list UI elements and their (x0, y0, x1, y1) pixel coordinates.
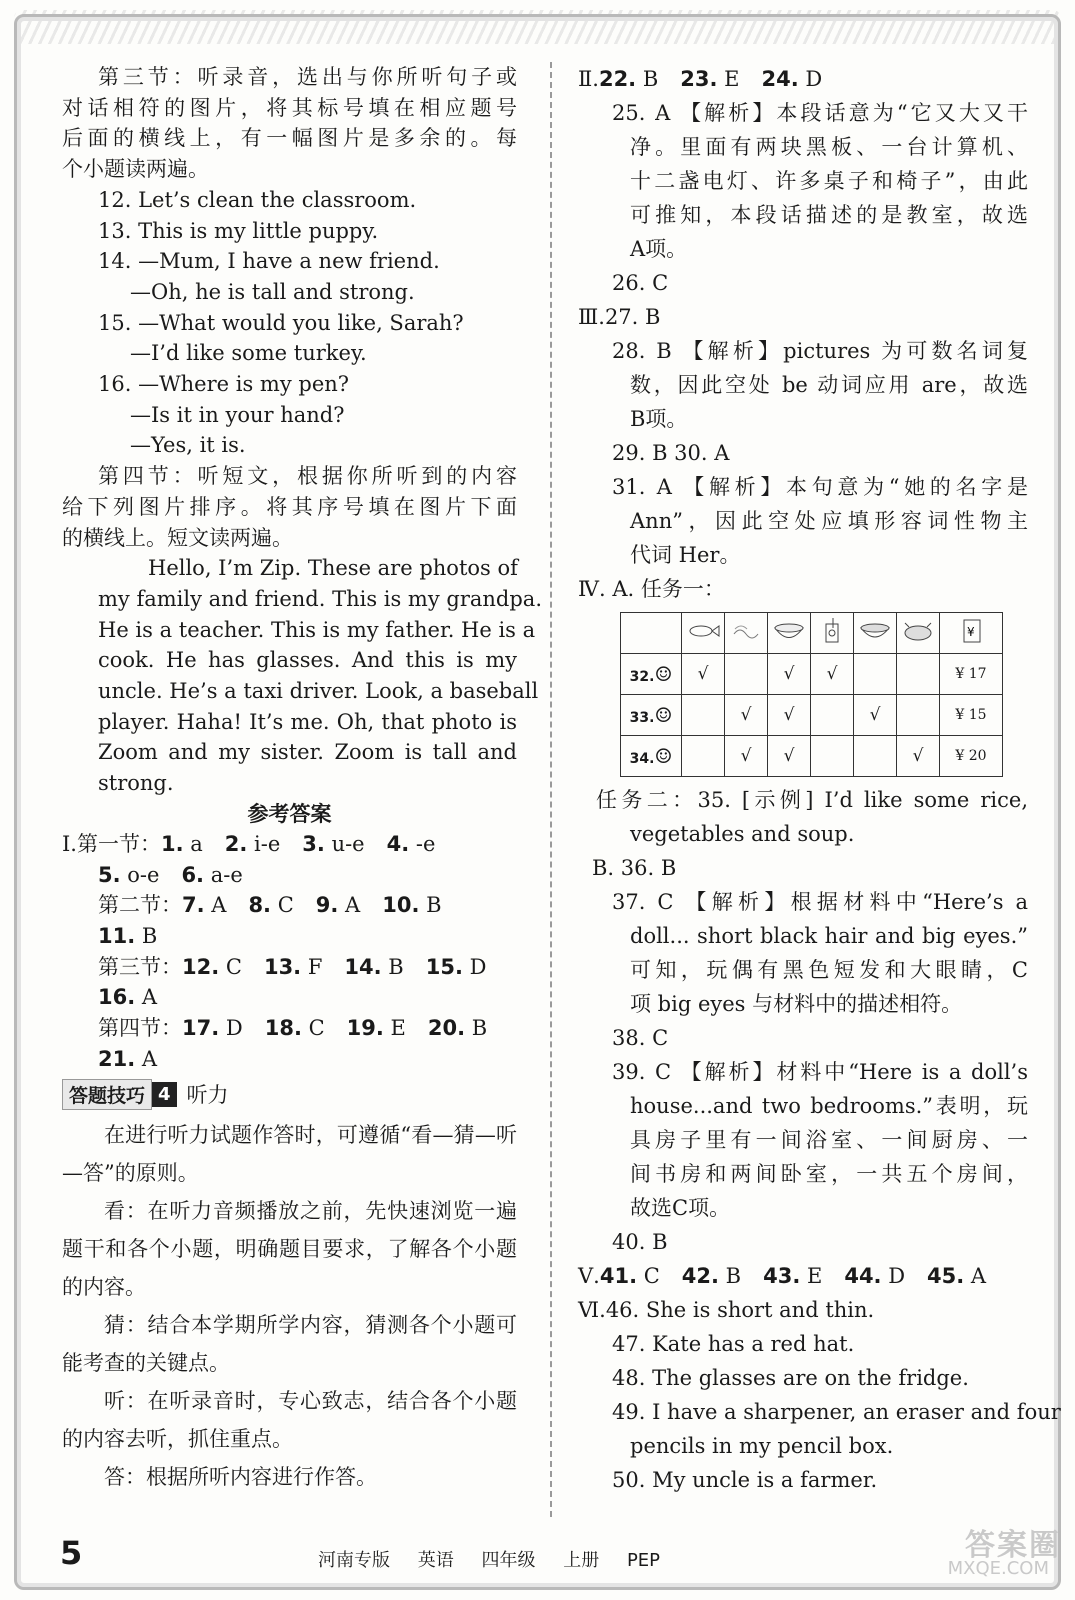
answer-line: pencils in my pencil box. (630, 1434, 894, 1458)
answer-group (62, 921, 517, 952)
answer-number: 20. (427, 1016, 466, 1041)
answer-group (182, 1016, 509, 1040)
answer-item (426, 955, 487, 979)
answer-item (428, 1016, 487, 1040)
check-cell (897, 695, 940, 736)
answer-value: A (964, 1264, 987, 1288)
subject: 英语 (417, 1550, 454, 1571)
answer-value: A (204, 893, 227, 918)
watermark-logo: 答案圈 (965, 1528, 1061, 1563)
answer-number: 44. (844, 1264, 882, 1288)
answer-number: 1. (160, 831, 184, 856)
answer-line: Ann”，因此空处应填形容词性物主 (630, 509, 1028, 533)
answer-line: house...and two bedrooms.”表明，玩 (630, 1094, 1028, 1118)
passage-line: uncle. He’s a taxi driver. Look, a baseball (98, 679, 539, 704)
check-cell (682, 736, 725, 777)
chicken-icon (897, 613, 940, 654)
answer-line: 49. I have a sharpener, an eraser and four (612, 1400, 1061, 1424)
answers-heading: 参考答案 (247, 801, 332, 826)
answers-sec-vi (578, 1293, 1028, 1327)
answer-value: D (462, 954, 487, 979)
book-info (318, 1546, 682, 1572)
answer-number: 45. (927, 1264, 965, 1288)
row-number: 32. (629, 669, 655, 685)
script-line: —Oh, he is tall and strong. (130, 279, 415, 304)
tip-paragraph: 答：根据所听内容进行作答。 (104, 1464, 377, 1489)
answer-number: 8. (248, 893, 272, 918)
answer-line: 故选C项。 (630, 1196, 731, 1220)
child-face-icon: ☺ (654, 662, 673, 686)
sec4-line: 第四节：听短文，根据你所听到的内容 (98, 464, 517, 489)
answer-number: 43. (763, 1264, 801, 1288)
script-line: 15. —What would you like, Sarah? (98, 310, 464, 335)
rice-bowl-icon (768, 613, 811, 654)
check-cell: √ (854, 695, 897, 736)
answer-item (182, 893, 226, 917)
answer-value: B (135, 923, 158, 948)
section-label: 第一节： (76, 831, 161, 856)
answer-29-30: 29. B 30. A (612, 441, 730, 465)
answer-value: C (219, 954, 242, 979)
answer-number: 16. (98, 985, 136, 1010)
answer-line: B项。 (630, 407, 688, 431)
sec3-line: 后面的横线上，有一幅图片是多余的。每 (62, 126, 517, 151)
answer-number: 42. (681, 1264, 719, 1288)
answer-item (316, 893, 360, 917)
tip-header (62, 1079, 517, 1110)
answer-number: 9. (315, 893, 339, 918)
price-cell: ¥ 20 (940, 736, 1003, 777)
answer-line: doll... short black hair and big eyes.” (630, 924, 1028, 948)
answer-number: 19. (346, 1016, 384, 1041)
money-icon (940, 613, 1003, 654)
roman-numeral: Ⅵ. (578, 1298, 606, 1322)
answer-value: E (383, 1016, 406, 1041)
answer-item (680, 67, 739, 91)
answer-value: E (800, 1264, 823, 1288)
answer-number: 11. (98, 923, 136, 948)
answer-item (387, 832, 436, 856)
answer-number: 14. (344, 954, 382, 979)
answer-group (62, 860, 517, 891)
answer-line: 间书房和两间卧室，一共五个房间， (630, 1162, 1028, 1186)
answer-39 (578, 1055, 1028, 1225)
page-footer (60, 1534, 1020, 1580)
answer-item (382, 893, 441, 917)
answer-value: u-e (324, 831, 365, 856)
answer-25 (578, 96, 1028, 266)
check-cell: √ (725, 736, 768, 777)
noodles-icon (725, 613, 768, 654)
page-number: 5 (60, 1534, 83, 1572)
svg-text:¥: ¥ (967, 625, 975, 639)
answer-line: 具房子里有一间浴室、一间厨房、一 (630, 1128, 1028, 1152)
answer-number: 2. (224, 831, 248, 856)
check-cell (682, 695, 725, 736)
soup-bowl-icon (854, 613, 897, 654)
answer-line: 净。里面有两块黑板、一台计算机、 (630, 135, 1028, 159)
answer-item (761, 67, 822, 91)
sec4-line: 给下列图片排序。将其序号填在图片下面 (62, 494, 517, 519)
check-cell (854, 654, 897, 695)
check-cell: √ (725, 695, 768, 736)
section-label: 第四节： (98, 1016, 182, 1041)
passage-line: Zoom and my sister. Zoom is tall and (98, 740, 517, 765)
grade: 四年级 (481, 1550, 536, 1571)
answer-item (225, 832, 281, 856)
answer-number: 18. (264, 1016, 302, 1041)
tip-paragraph: 看：在听力音频播放之前，先快速浏览一遍题干和各个小题，明确题目要求，了解各个小题的内容。 (62, 1198, 517, 1299)
drink-glass-icon (811, 613, 854, 654)
column-divider (550, 62, 552, 1517)
answer-group (161, 832, 457, 856)
answer-item (161, 832, 203, 856)
answer-value: A (338, 893, 361, 918)
roman-numeral: Ⅴ. (578, 1264, 600, 1288)
answer-item (600, 1264, 660, 1288)
sec3-line: 第三节：听录音，选出与你所听句子或 (98, 65, 517, 89)
answer-40: 40. B (612, 1230, 668, 1254)
answer-item (98, 924, 157, 948)
answer-group (62, 1044, 517, 1075)
answer-28 (578, 334, 1028, 436)
answer-group (600, 1264, 1008, 1288)
answer-38: 38. C (612, 1026, 669, 1050)
tip-paragraph: 猜：结合本学期所学内容，猜测各个小题可能考查的关键点。 (62, 1312, 517, 1375)
answer-number: 41. (599, 1264, 638, 1288)
answer-value: B (636, 67, 659, 91)
answer-item (98, 1047, 157, 1071)
fish-icon (682, 613, 725, 654)
sec3-line: 对话相符的图片，将其标号填在相应题号 (62, 95, 517, 120)
answer-line: 39. C 【解析】材料中“Here is a doll’s (612, 1060, 1028, 1084)
passage-line: Hello, I’m Zip. These are photos of (148, 556, 518, 581)
answer-31 (578, 470, 1028, 572)
answer-value: B (719, 1264, 742, 1288)
tip-number: 4 (152, 1082, 177, 1107)
answers-sec-iii (578, 300, 1028, 334)
answer-line: 代词 Her。 (630, 543, 741, 567)
sec3-line: 个小题读两遍。 (62, 157, 209, 182)
script-line: —Is it in your hand? (130, 402, 345, 427)
check-cell (725, 654, 768, 695)
answer-item (182, 1016, 243, 1040)
task-body (621, 654, 1003, 777)
answer-value: E (717, 67, 740, 91)
answer-item (265, 1016, 325, 1040)
answer-line: 可推知，本段话描述的是教室，故选 (630, 203, 1028, 227)
section-label: 第二节： (98, 893, 182, 918)
row-label (621, 654, 682, 695)
answer-number: 15. (425, 954, 463, 979)
answer-item (347, 1016, 406, 1040)
passage-line: He is a teacher. This is my father. He is a (98, 617, 536, 642)
check-cell: √ (897, 736, 940, 777)
child-face-icon: ☺ (654, 703, 673, 727)
answer-value: B (381, 954, 404, 979)
answer-item (181, 863, 242, 887)
passage-line: strong. (98, 771, 174, 796)
answer-value: B (419, 893, 442, 918)
script-line: 14. —Mum, I have a new friend. (98, 249, 440, 274)
answer-value: B (465, 1016, 488, 1041)
roman-numeral: Ⅱ. (578, 67, 599, 91)
table-header-row (621, 613, 1003, 654)
answer-line: 任务二：35. [示例] I’d like some rice, (596, 788, 1028, 812)
answers-sec-iv: Ⅳ. A. 任务一： (578, 577, 725, 601)
answer-number: 4. (386, 831, 410, 856)
answer-group (599, 67, 844, 91)
table-corner (621, 613, 682, 654)
answer-group (182, 893, 464, 917)
task-table (620, 612, 1003, 777)
price-cell: ¥ 17 (940, 654, 1003, 695)
answer-item (599, 67, 658, 91)
answer-number: 6. (181, 862, 205, 887)
answer-value: a (183, 831, 203, 856)
answers-sec4 (62, 1013, 517, 1044)
tip-paragraph: 听：在听录音时，专心致志，结合各个小题的内容去听，抓住重点。 (62, 1388, 517, 1451)
check-cell: √ (768, 736, 811, 777)
answer-item (927, 1264, 986, 1288)
check-cell: √ (811, 654, 854, 695)
answer-value: A (135, 1046, 158, 1071)
answer-item (182, 955, 242, 979)
check-cell (811, 695, 854, 736)
table-row (621, 736, 1003, 777)
answer-value: D (219, 1016, 243, 1041)
row-number: 34. (629, 751, 655, 767)
script-line: —I’d like some turkey. (130, 341, 367, 366)
answer-number: 24. (761, 67, 799, 91)
answer-item (98, 985, 157, 1009)
answer-number: 3. (302, 831, 325, 856)
answer-item (844, 1264, 905, 1288)
answers-sec-ii (578, 62, 1028, 96)
answer-number: 10. (382, 893, 420, 918)
sec4-line: 的横线上。短文读两遍。 (62, 525, 293, 550)
passage (62, 553, 542, 799)
script-line: —Yes, it is. (130, 433, 246, 458)
answer-item (264, 955, 322, 979)
answer-number: 12. (182, 954, 220, 979)
answer-49 (578, 1395, 1061, 1463)
answer-value: A (135, 985, 158, 1010)
answer-46: 46. She is short and thin. (605, 1298, 875, 1322)
answer-number: 17. (182, 1016, 220, 1041)
edition: 河南专版 (318, 1550, 390, 1571)
watermark-url: MXQE.COM (947, 1558, 1049, 1579)
task-two (578, 783, 1028, 851)
passage-line: my family and friend. This is my grandpa. (98, 586, 542, 611)
answers-sec1 (62, 829, 517, 860)
section-label: 第三节： (98, 954, 182, 979)
script-line: 13. This is my little puppy. (98, 218, 379, 243)
answer-item (344, 955, 403, 979)
roman-numeral: Ⅰ. (62, 831, 77, 856)
answer-number: 22. (598, 67, 637, 91)
check-cell (811, 736, 854, 777)
answer-value: D (881, 1264, 906, 1288)
answer-36: B. 36. B (592, 856, 677, 880)
answer-number: 5. (98, 862, 121, 887)
check-cell (897, 654, 940, 695)
script-line: 12. Let’s clean the classroom. (98, 187, 417, 212)
answer-item (98, 863, 159, 887)
roman-numeral: Ⅲ. (578, 305, 605, 329)
answer-number: 7. (182, 893, 205, 918)
answer-value: i-e (247, 831, 281, 856)
answer-value: C (637, 1264, 660, 1288)
script-line: 16. —Where is my pen? (98, 372, 350, 397)
answer-line: 28. B 【解析】pictures 为可数名词复 (612, 339, 1028, 363)
check-cell: √ (768, 654, 811, 695)
tip-paragraph: 在进行听力试题作答时，可遵循“看—猜—听—答”的原则。 (62, 1122, 517, 1185)
answer-line: 37. C 【解析】根据材料中“Here’s a (612, 890, 1028, 914)
right-column (578, 62, 1061, 1497)
answer-number: 13. (263, 954, 302, 979)
row-label (621, 736, 682, 777)
answer-value: C (271, 893, 294, 918)
answer-item (248, 893, 293, 917)
tip-body (62, 1116, 517, 1496)
left-column (62, 62, 542, 1496)
tip-title: 听力 (186, 1083, 229, 1107)
answer-line: 项 big eyes 与材料中的描述相符。 (630, 992, 963, 1016)
price-cell: ¥ 15 (940, 695, 1003, 736)
table-row (621, 654, 1003, 695)
answer-number: 21. (98, 1046, 136, 1071)
version: PEP (626, 1550, 661, 1571)
answer-27: 27. B (604, 305, 661, 329)
answer-group (62, 982, 517, 1013)
row-label (621, 695, 682, 736)
answer-group (182, 955, 508, 979)
check-cell: √ (682, 654, 725, 695)
child-face-icon: ☺ (654, 744, 673, 768)
tip-tag: 答题技巧 (62, 1079, 152, 1110)
answer-value: a-e (204, 862, 243, 887)
answer-47: 47. Kate has a red hat. (612, 1332, 855, 1356)
answer-value: -e (409, 831, 436, 856)
row-number: 33. (629, 710, 655, 726)
answer-48: 48. The glasses are on the fridge. (612, 1366, 969, 1390)
check-cell (854, 736, 897, 777)
answer-26: 26. C (612, 271, 669, 295)
listening-script (62, 185, 517, 461)
table-row (621, 695, 1003, 736)
answer-value: o-e (120, 862, 160, 887)
answer-number: 23. (680, 67, 718, 91)
answer-value: F (301, 954, 323, 979)
answer-item (302, 832, 364, 856)
answer-50: 50. My uncle is a farmer. (612, 1468, 878, 1492)
answers-sec3 (62, 952, 517, 983)
answer-value: D (798, 67, 823, 91)
answer-line: A项。 (630, 237, 688, 261)
answer-item (763, 1264, 822, 1288)
answer-value: C (301, 1016, 325, 1041)
answer-line: 数，因此空处 be 动词应用 are，故选 (630, 373, 1028, 397)
volume: 上册 (563, 1550, 600, 1571)
answer-line: 可知，玩偶有黑色短发和大眼睛，C (630, 958, 1028, 982)
answer-item (682, 1264, 741, 1288)
answer-line: 十二盏电灯、许多桌子和椅子”，由此 (630, 169, 1028, 193)
passage-line: cook. He has glasses. And this is my (98, 648, 517, 673)
passage-line: player. Haha! It’s me. Oh, that photo is (98, 709, 517, 734)
answers-sec2 (62, 890, 517, 921)
answer-line: vegetables and soup. (630, 822, 855, 846)
answers-sec-v (578, 1259, 1028, 1293)
answer-line: 25. A 【解析】本段话意为“它又大又干 (612, 101, 1028, 125)
check-cell: √ (768, 695, 811, 736)
answer-line: 31. A 【解析】本句意为“她的名字是 (612, 475, 1028, 499)
answer-37 (578, 885, 1028, 1021)
